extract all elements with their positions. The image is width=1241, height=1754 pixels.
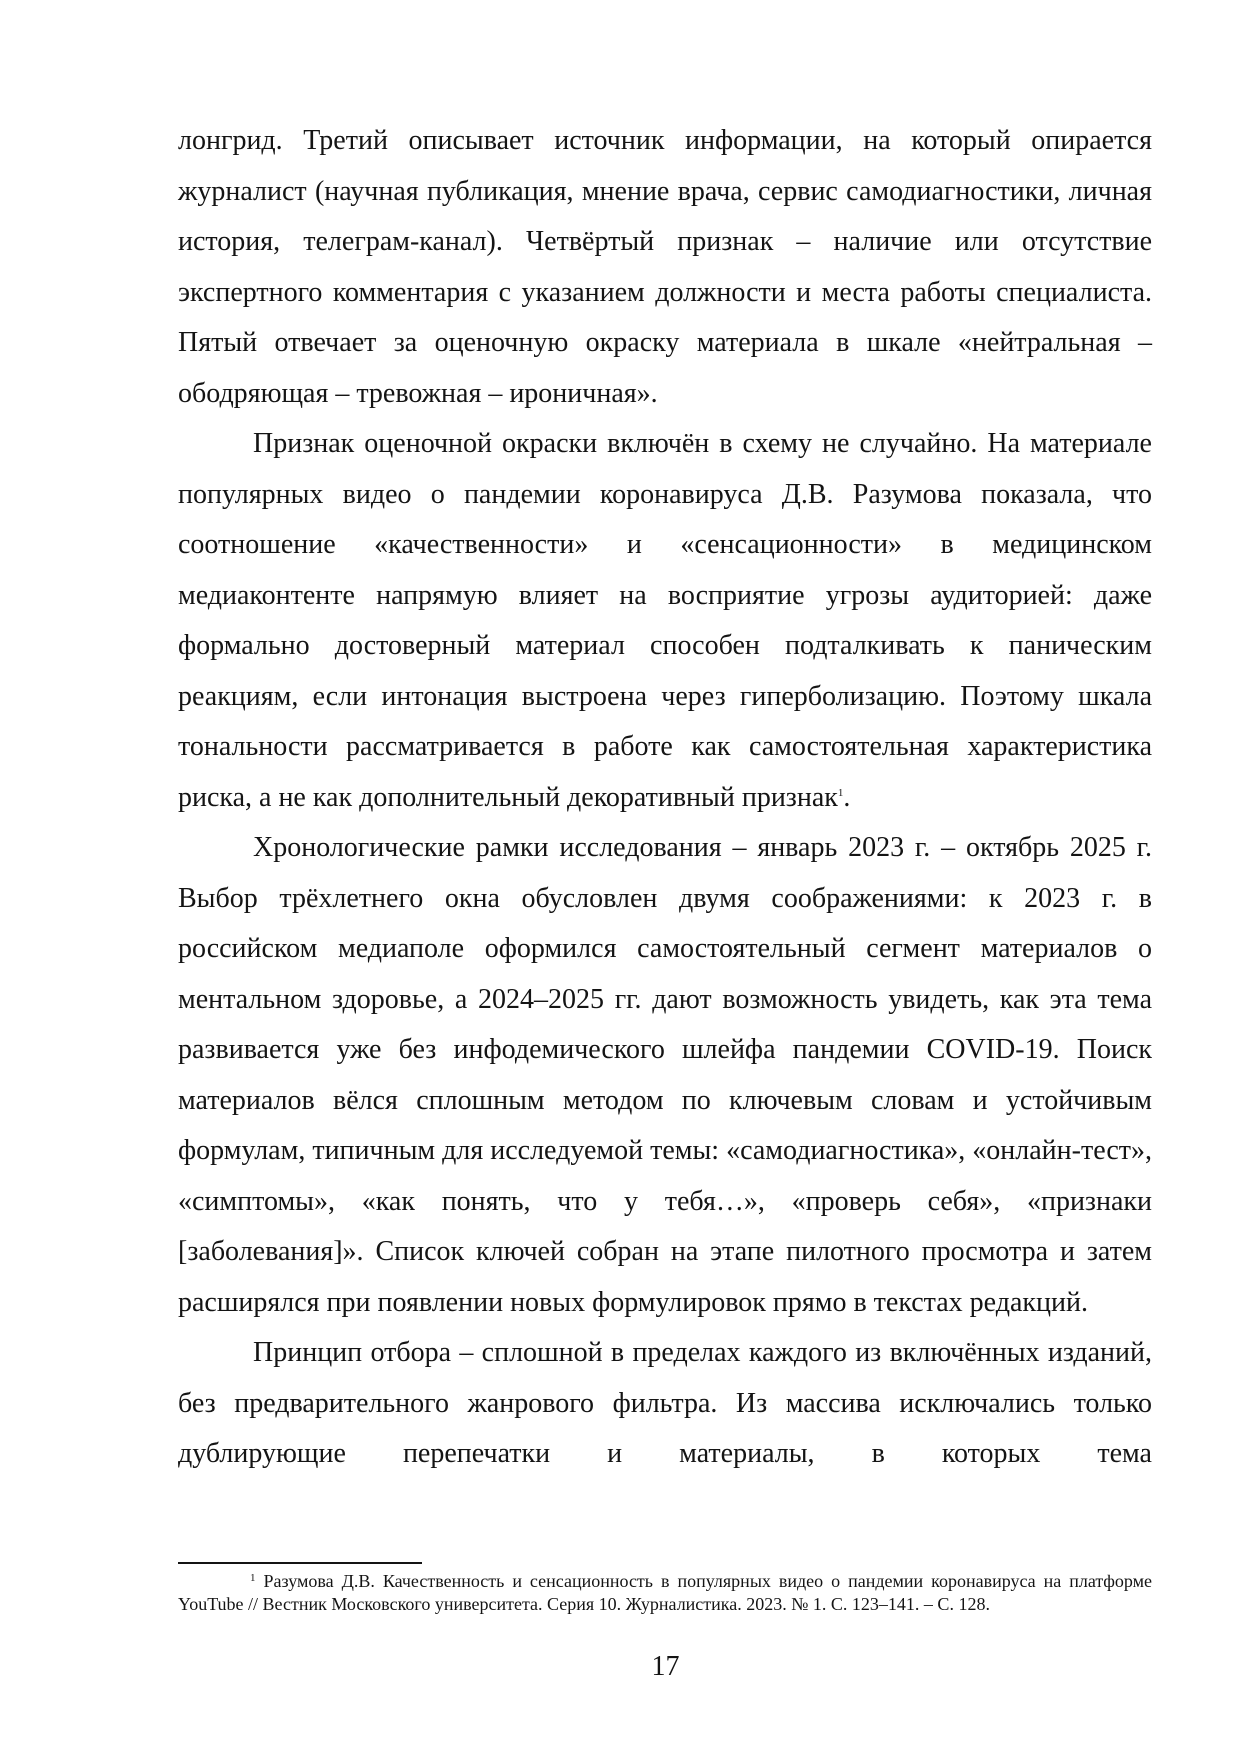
- footnote: [178, 1570, 1152, 1615]
- paragraph-3: Хронологические рамки исследования – январь 2023 г. – октябрь 2025 г. Выбор трёхлетнего окна обусловлен двумя соображениями: к 2023 г. в российском медиаполе оформился самостоятельный сегмент материалов о ментальном здоровье, а 2024–2025 гг. дают возможность увидеть, как эта тема развивается уже без инфодемического шлейфа пандемии COVID-19. Поиск материалов вёлся сплошным методом по ключевым словам и устойчивым формулам, типичным для исследуемой темы: «самодиагностика», «онлайн-тест», «симптомы», «как понять, что у тебя…», «проверь себя», «признаки [заболевания]». Список ключей собран на этапе пилотного просмотра и затем расширялся при появлении новых формулировок прямо в текстах редакций.: [178, 832, 1152, 1318]
- paragraph-2-end: .: [843, 781, 851, 813]
- footnote-separator: [178, 1562, 422, 1564]
- footnote-text: Разумова Д.В. Качественность и сенсационность в популярных видео о пандемии коронавируса на платформе YouTube // Вестник Московского университета. Серия 10. Журналистика. 2023. № 1. С. 123–141. – С. 128.: [178, 1571, 1152, 1614]
- main-text: [178, 116, 1152, 1480]
- footnote-body: [178, 1570, 1152, 1615]
- page-number: 17: [651, 1651, 680, 1682]
- footnote-number: 1: [250, 1571, 256, 1584]
- paragraph-2-text: Признак оценочной окраски включён в схему не случайно. На материале популярных видео о пандемии коронавируса Д.В. Разумова показала, что соотношение «качественности» и «сенсационности» в медицинском медиаконтенте напрямую влияет на восприятие угрозы аудиторией: даже формально достоверный материал способен подталкивать к паническим реакциям, если интонация выстроена через гиперболизацию. Поэтому шкала тональности рассматривается в работе как самостоятельная характеристика риска, а не как дополнительный декоративный признак: [178, 428, 1152, 813]
- paragraph-1: лонгрид. Третий описывает источник информации, на который опирается журналист (научная публикация, мнение врача, сервис самодиагностики, личная история, телеграм-канал). Четвёртый признак – наличие или отсутствие экспертного комментария с указанием должности и места работы специалиста. Пятый отвечает за оценочную окраску материала в шкале «нейтральная – ободряющая – тревожная – ироничная».: [178, 125, 1152, 409]
- paragraph-4: Принцип отбора – сплошной в пределах каждого из включённых изданий, без предварительного жанрового фильтра. Из массива исключались только дублирующие перепечатки и материалы, в которых тема: [178, 1337, 1152, 1469]
- footnote-reference[interactable]: 1: [837, 786, 844, 799]
- paragraph-2: [178, 419, 1152, 823]
